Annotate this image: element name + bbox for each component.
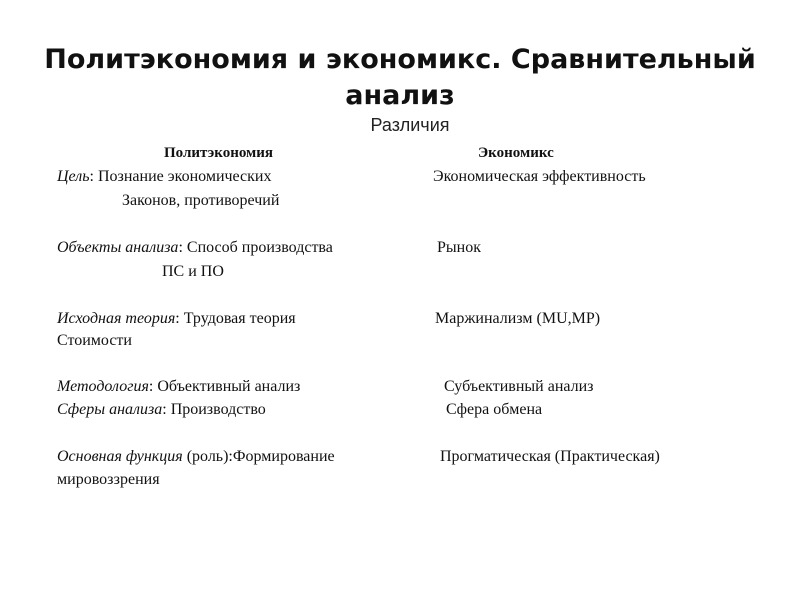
- slide-title-line-1: Политэкономия и экономикс. Сравнительный: [44, 44, 756, 75]
- row-methodology-left-value: Объективный анализ: [157, 378, 301, 395]
- row-spheres-right-value: Сфера обмена: [446, 401, 543, 418]
- row-function-label: Основная функция: [57, 448, 183, 465]
- row-spheres-separator: :: [162, 401, 171, 418]
- row-function-separator: (роль):: [182, 448, 233, 465]
- column-header-right: Экономикс: [478, 145, 554, 161]
- row-theory-left-continuation: Стоимости: [57, 332, 132, 349]
- row-methodology-label: Методология: [57, 378, 149, 395]
- row-goal-left-value: Познание экономических: [97, 168, 272, 185]
- row-methodology-separator: :: [148, 378, 158, 395]
- row-function-left-value: Формирование: [232, 448, 335, 465]
- row-spheres-label: Сферы анализа: [57, 401, 163, 418]
- row-theory-left: [57, 309, 296, 329]
- row-goal-left-continuation: Законов, противоречий: [122, 192, 280, 209]
- row-objects-left-value: Способ производства: [186, 239, 333, 256]
- row-theory-right-value: Маржинализм (MU,MP): [435, 310, 601, 327]
- column-header-left: Политэкономия: [164, 145, 274, 161]
- slide-subtitle: Различия: [370, 115, 450, 135]
- row-goal-right-value: Экономическая эффективность: [433, 168, 646, 185]
- row-objects-separator: :: [178, 239, 187, 256]
- slide-title-line-2: анализ: [345, 80, 455, 111]
- row-objects-left-continuation: ПС и ПО: [162, 263, 224, 280]
- row-theory-label: Исходная теория: [57, 310, 176, 327]
- row-objects-right-value: Рынок: [437, 239, 481, 256]
- row-function-left: [57, 447, 335, 467]
- row-goal-label: Цель: [57, 168, 90, 185]
- row-spheres-left-value: Производство: [170, 401, 266, 418]
- row-goal-separator: :: [89, 168, 98, 185]
- row-goal-left: [57, 167, 272, 187]
- row-objects-left: [57, 238, 333, 258]
- row-objects-label: Объекты анализа: [57, 239, 179, 256]
- row-theory-left-value: Трудовая теория: [183, 310, 296, 327]
- row-methodology-left: [57, 377, 300, 397]
- row-methodology-right-value: Субъективный анализ: [444, 378, 594, 395]
- row-function-left-continuation: мировоззрения: [57, 471, 160, 488]
- row-function-right-value: Прогматическая (Практическая): [440, 448, 660, 465]
- row-theory-separator: :: [175, 310, 184, 327]
- row-spheres-left: [57, 400, 266, 420]
